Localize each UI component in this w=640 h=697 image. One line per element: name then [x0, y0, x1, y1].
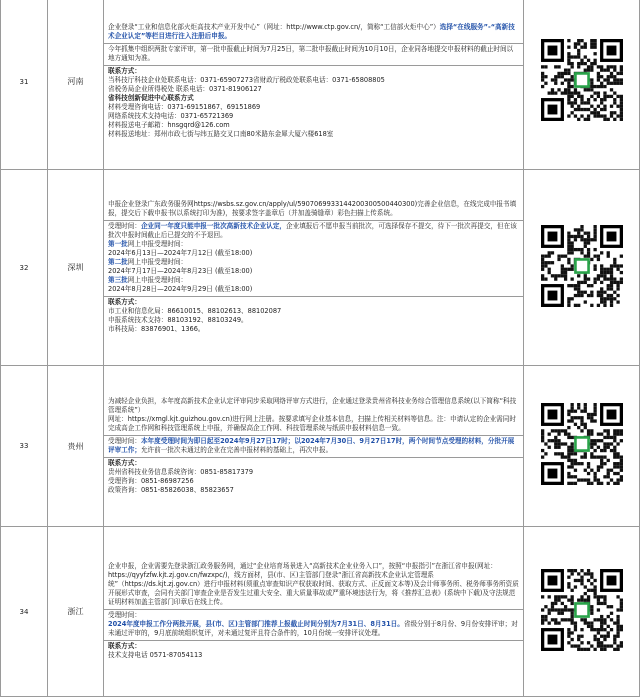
- table-row: [1, 0, 640, 170]
- batch-item: [108, 240, 519, 249]
- timing-label: 受理时间：: [108, 222, 141, 230]
- apply-timing: [104, 436, 523, 458]
- table-row: [1, 527, 640, 697]
- row-description: [104, 527, 524, 697]
- contact-title: 联系方式：: [108, 67, 141, 75]
- apply-method-text: 企业登录“工业和信息化部火炬高技术产业开发中心”（网址：http://www.ctp.gov.cn/，简称“工信部火炬中心”）: [108, 23, 440, 31]
- contact-title: 联系方式：: [108, 298, 141, 306]
- timing-highlight: 2024年度申报工作分两批开展，县(市、区)主管部门推荐上报截止时间分别为7月31日、8月31日。: [108, 620, 404, 628]
- timing-text: 企业填报后不愿申报当前批次，可选择保存不提交，待下一批次再提交，但在该批次申报时间截止后已提交的不予退回。: [108, 222, 517, 239]
- contact-block: [104, 66, 523, 141]
- row-region: 浙江: [48, 527, 104, 697]
- row-description: [104, 170, 524, 366]
- contact-line: 材料报送电子邮箱：hnsgqrd@126.com: [108, 121, 230, 129]
- apply-timing: [104, 221, 523, 297]
- batch-text: 网上申报受理时间：: [127, 276, 188, 284]
- contact-line: 受理咨询：0851-86987256: [108, 476, 194, 485]
- contact-line: 省税务局企业所得税处 联系电话：0371-81906127: [108, 85, 262, 93]
- contact-block: [104, 297, 523, 336]
- apply-method: 企业申报，企业需要先登录浙江政务服务网，通过“企业培育场景进入“高新技术企业业务入口”，按照“申报指引”在浙江省申报(网址：https://qyyfzfw.kjt.zj.gov.cn/fwzxpc/)，线方面材，县(市、区)主管部门登录“浙江省高新技术企业认定管理系统”（https://ds.kjt.zj.gov.cn）进行申报材料(须重点审查知识产权获取时间、获取方式、正反面文本等)及会计师事务所、税务师事务所资质开展形式审查，会同有关部门审查企业是否发生过重大安全、重大质量事故或严重环境违法行为，将《推荐汇总表》(系统中下载)及守法规范证明材料加盖主管部门印章后在线上传。: [104, 561, 523, 610]
- apply-method: 为减轻企业负担，本年度高新技术企业认定评审同步采取网络评审方式进行，企业通过登录贵州省科技业务综合管理信息系统(以下简称“科技管理系统”） 网址：https://xmgl.kjt.guizhou.gov.cn)进行网上注册。按要求填写企业基本信息，扫描上传相关材料等信息。注：申请认定的企业需同时完成高企工作网和科技管理系统上申报，并确保高企工作网、科技管理系统与纸质申报材料信息一致。: [104, 396, 523, 436]
- contact-title: 联系方式：: [108, 458, 141, 467]
- batch-text: 网上申报受理时间：: [127, 240, 188, 248]
- qr-code-icon: [541, 225, 623, 307]
- timing-highlight: 企业同一年度只能申报一批次高新技术企业认定，: [140, 222, 287, 230]
- timing-label: 受理时间：: [108, 436, 141, 445]
- row-index: 34: [1, 527, 48, 697]
- row-region: 深圳: [48, 170, 104, 366]
- table-row: [1, 366, 640, 527]
- contact-line: 网络系统技术支持电话：0371-65721369: [108, 112, 234, 120]
- contact-block: [104, 458, 523, 497]
- qr-cell: [524, 170, 640, 366]
- contact-block: [104, 641, 523, 662]
- row-description: [104, 0, 524, 170]
- apply-method: 申报企业登录广东政务服务网https://wsbs.sz.gov.cn/apply/ul/5907069933144200300500440300)完善企业信息，在线完成申报书填报，提交后下载申报书(以系统打印为准)，按要求签字盖章后（并加盖骑缝章）彩色扫描上传系统。: [104, 199, 523, 221]
- contact-title: 联系方式：: [108, 642, 141, 650]
- qr-code-icon: [541, 569, 623, 651]
- qr-code-icon: [541, 403, 623, 485]
- qr-code-icon: [541, 39, 623, 121]
- batch-range: 2024年8月28日—2024年9月29日 (截至18:00): [108, 285, 253, 293]
- apply-timing: [104, 610, 523, 641]
- contact-line: 政策咨询：0851-85826038、85823657: [108, 485, 234, 494]
- timing-highlight: 本年度受理时间为即日起至2024年9月27日17时；以2024年7月30日、9月27日17时，两个时间节点受理的材料，分批开展评审工作；: [108, 436, 515, 454]
- row-region: 河南: [48, 0, 104, 170]
- apply-method: [104, 22, 523, 44]
- row-description: [104, 366, 524, 527]
- batch-text: 网上申报受理时间：: [127, 258, 188, 266]
- apply-method-highlight: 选择“在线服务”-“高新技术企业认定”等栏目进行注入注册后申报。: [108, 23, 515, 40]
- timing-label: 受理时间：: [108, 611, 141, 619]
- timing-text: 允许前一批次未通过的企业在完善申报材料的基础上，再次申报。: [140, 445, 333, 454]
- contact-line: 技术支持电话 0571-87054113: [108, 651, 203, 659]
- apply-timing: 今年抓集中组织两批专家评审，第一批申报截止时间为7月25日，第二批申报截止时间为10月10日，企业同各地提交申报材料的截止时间以地方通知为准。: [104, 44, 523, 66]
- row-region: 贵州: [48, 366, 104, 527]
- table-row: [1, 170, 640, 366]
- row-index: 32: [1, 170, 48, 366]
- contact-line: 材料受理咨询电话：0371-69151867、69151869: [108, 103, 261, 111]
- contact-line: 材料报送地址：郑州市政七街与纬五路交叉口南80米路东金犀大厦六楼618室: [108, 130, 334, 138]
- center-title: 省科技创新促进中心联系方式: [108, 94, 194, 102]
- timing-text: 省级分别于8月份、9月份安排评审；对未通过评审的，9月底前统组织复评，对未通过复评且符合条件的，10月份统一安排评议处理。: [108, 620, 518, 637]
- contact-line: 当科技厅科技企业处联系电话：0371-65907273省财政厅税政处联系电话：0371-65808805: [108, 76, 385, 84]
- contact-line: 市工业和信息化局：86610015、88102613、88102087: [108, 307, 282, 315]
- batch-name: 第二批: [108, 258, 128, 266]
- batch-item: [108, 276, 519, 285]
- batch-name: 第一批: [108, 240, 128, 248]
- batch-range: 2024年6月13日—2024年7月12日 (截至18:00): [108, 249, 253, 257]
- qr-cell: [524, 527, 640, 697]
- row-index: 33: [1, 366, 48, 527]
- qr-cell: [524, 366, 640, 527]
- contact-line: 申报系统技术支持：88103192、88103249。: [108, 316, 248, 324]
- qr-cell: [524, 0, 640, 170]
- batch-range: 2024年7月17日—2024年8月23日 (截至18:00): [108, 267, 253, 275]
- batch-name: 第三批: [108, 276, 128, 284]
- batch-item: [108, 258, 519, 267]
- contact-line: 贵州省科技业务信息系统咨询：0851-85817379: [108, 467, 254, 476]
- row-index: 31: [1, 0, 48, 170]
- contact-line: 市科技局：83876901、1366。: [108, 325, 205, 333]
